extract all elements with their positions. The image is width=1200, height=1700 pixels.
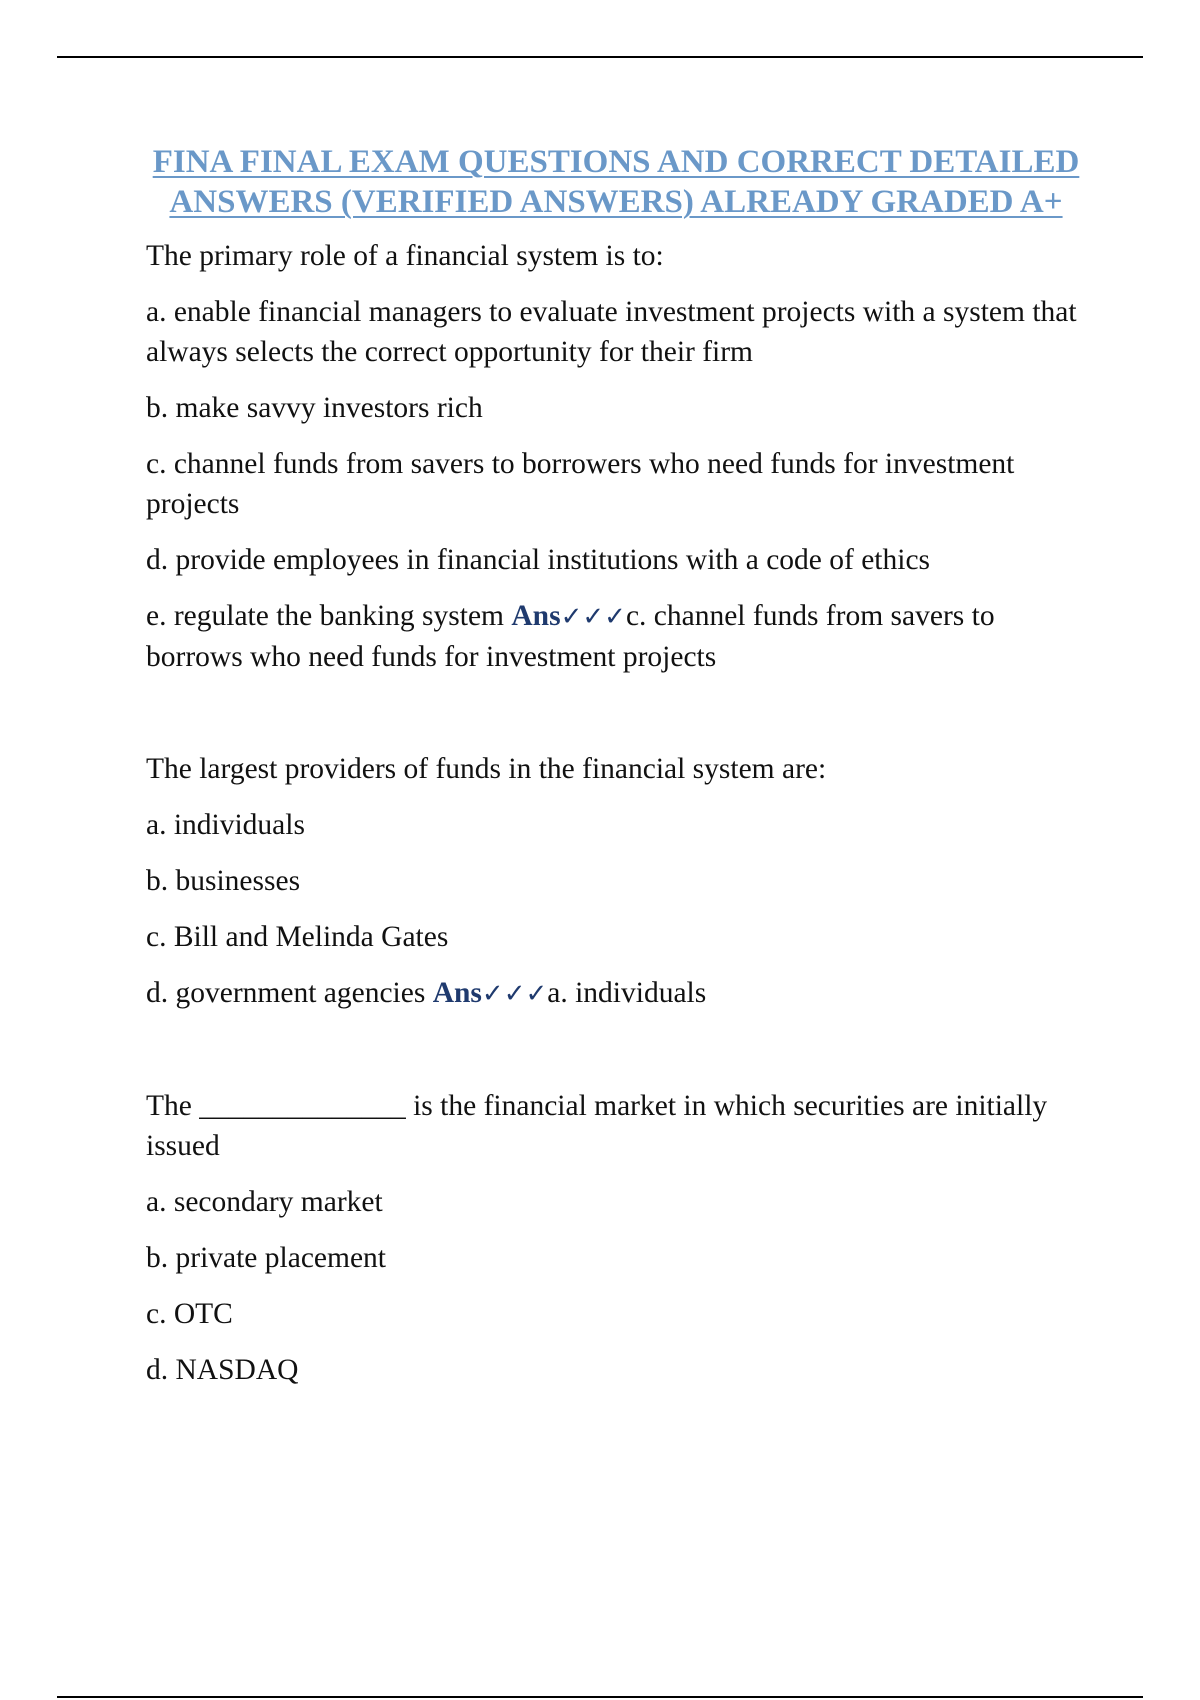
correct-answer: a. individuals: [547, 977, 707, 1009]
answer-label: Ans: [511, 600, 561, 632]
answer-option: c. Bill and Melinda Gates: [146, 921, 449, 953]
answer-option: a. enable financial managers to evaluate investment projects with a system that always selects the correct opportunity for their firm: [146, 296, 1077, 368]
question-3: [146, 1086, 1096, 1390]
question-1: [146, 236, 1096, 677]
answer-option: d. NASDAQ: [146, 1354, 299, 1386]
answer-option: d. provide employees in financial institutions with a code of ethics: [146, 544, 931, 576]
question-stem: The primary role of a financial system is to:: [146, 240, 664, 272]
header-rule: [57, 56, 1143, 58]
spacer: [146, 693, 1096, 749]
document-body: [146, 236, 1096, 1406]
question-stem: The largest providers of funds in the financial system are:: [146, 753, 827, 785]
answer-option: b. businesses: [146, 865, 301, 897]
answer-option-text: e. regulate the banking system: [146, 600, 504, 632]
question-2: [146, 749, 1096, 1014]
correct-answer: c. channel funds from savers to borrows who need funds for investment projects: [146, 600, 995, 673]
answer-option: c. OTC: [146, 1298, 233, 1330]
checkmark-icon: ✓✓✓: [481, 979, 548, 1009]
answer-option-with-answer: [146, 973, 1096, 1014]
answer-option: c. channel funds from savers to borrowers who need funds for investment projects: [146, 448, 1015, 520]
answer-option-with-answer: [146, 596, 1096, 677]
answer-option: a. secondary market: [146, 1186, 383, 1218]
answer-option: b. make savvy investors rich: [146, 392, 483, 424]
answer-option: b. private placement: [146, 1242, 386, 1274]
footer-rule: [57, 1696, 1143, 1698]
answer-label: Ans: [432, 977, 482, 1009]
checkmark-icon: ✓✓✓: [560, 602, 626, 632]
answer-option: a. individuals: [146, 809, 305, 841]
page-title: FINA FINAL EXAM QUESTIONS AND CORRECT DETAILED ANSWERS (VERIFIED ANSWERS) ALREADY GRADED A+: [152, 144, 1080, 220]
question-stem: The ______________ is the financial market in which securities are initially issued: [146, 1090, 1048, 1162]
answer-option-text: d. government agencies: [146, 977, 426, 1009]
spacer: [146, 1030, 1096, 1086]
